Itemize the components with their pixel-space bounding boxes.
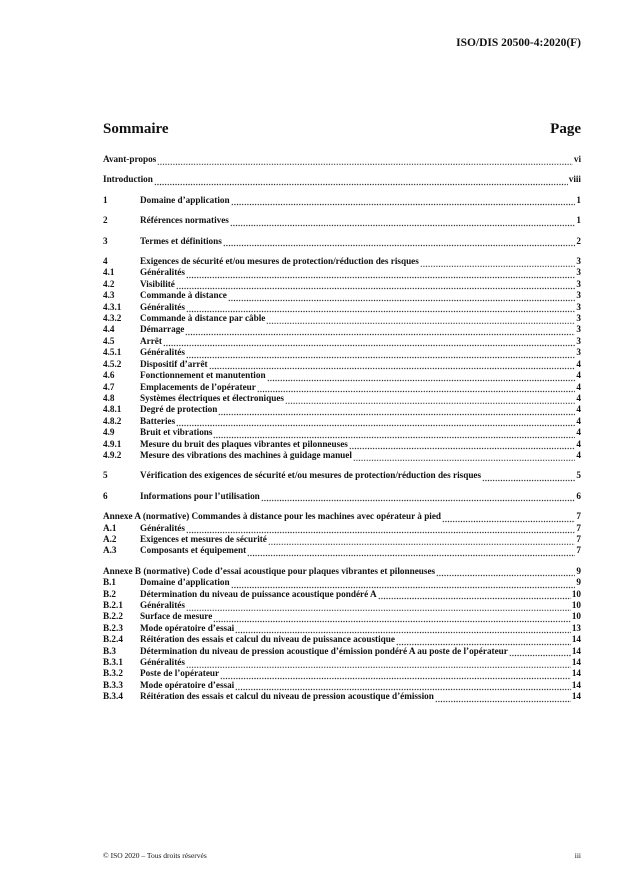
toc-entry-page: 7	[576, 511, 581, 522]
toc-entry-number: 4.7	[103, 381, 115, 392]
toc-entry-title: Surface de mesure	[140, 611, 213, 622]
toc-group	[103, 236, 581, 247]
toc-entry[interactable]	[103, 416, 581, 427]
toc-entry[interactable]	[103, 324, 581, 335]
dot-leader	[285, 393, 575, 404]
toc-entry-title: Mesure du bruit des plaques vibrantes et pilonneuses	[140, 438, 348, 449]
toc-entry-number: B.3.1	[103, 657, 123, 668]
toc-entry-title: Mesure des vibrations des machines à guidage manuel	[140, 449, 352, 460]
toc-entry-title: Composants et équipement	[140, 545, 247, 556]
toc-entry-page: 4	[576, 438, 581, 449]
toc-entry-title: Réitération des essais et calcul du niveau de puissance acoustique	[140, 634, 395, 645]
toc-entry-title: Degré de protection	[140, 404, 218, 415]
toc-entry-number: 4.3.2	[103, 313, 122, 324]
toc-entry[interactable]	[103, 600, 581, 611]
toc-entry-title: Vérification des exigences de sécurité et/ou mesures de protection/réduction des risques	[140, 470, 482, 481]
toc-entry-page: 3	[576, 324, 581, 335]
toc-entry[interactable]	[103, 370, 581, 381]
toc-entry-page: 5	[576, 470, 581, 481]
toc-entry[interactable]	[103, 534, 581, 545]
toc-entry-title: Mode opératoire d’essai	[140, 622, 235, 633]
toc-entry-page: 3	[576, 290, 581, 301]
toc-entry-number: 2	[103, 215, 108, 226]
toc-entry[interactable]	[103, 290, 581, 301]
dot-leader	[223, 236, 576, 247]
toc-entry-page: 10	[571, 611, 581, 622]
toc-entry[interactable]	[103, 470, 581, 481]
toc-entry-page: 2	[576, 235, 581, 246]
toc-group	[103, 566, 581, 703]
toc-entry-number: 4.1	[103, 267, 115, 278]
dot-leader	[230, 215, 576, 226]
toc-entry-title: Détermination du niveau de puissance acoustique pondéré A	[140, 588, 377, 599]
toc-entry-title: Visibilité	[140, 278, 175, 289]
dot-leader	[176, 416, 575, 427]
dot-leader	[349, 439, 576, 450]
toc-entry[interactable]	[103, 523, 581, 534]
toc-entry-title: Introduction	[103, 174, 153, 185]
dot-leader	[213, 611, 571, 622]
dot-leader	[509, 646, 571, 657]
toc-group	[103, 256, 581, 461]
toc-entry-title: Arrêt	[140, 335, 162, 346]
toc-entry-number: B.2.3	[103, 622, 123, 633]
toc-entry[interactable]	[103, 382, 581, 393]
toc-entry-number: B.3.2	[103, 668, 123, 679]
toc-entry-page: 10	[571, 600, 581, 610]
toc-entry[interactable]	[103, 347, 581, 358]
toc-entry[interactable]	[103, 623, 581, 634]
toc-group	[103, 154, 581, 165]
toc-entry[interactable]	[103, 439, 581, 450]
toc-entry-number: 4.4	[103, 324, 115, 335]
dot-leader	[266, 313, 575, 324]
toc-entry-page: 3	[576, 335, 581, 346]
toc-entry-number: 4.9.2	[103, 449, 122, 460]
toc-entry-page: 14	[571, 634, 581, 645]
document-id: ISO/DIS 20500-4:2020(F)	[456, 37, 581, 49]
toc-entry-number: 6	[103, 490, 108, 501]
dot-leader	[218, 404, 575, 415]
toc-entries	[103, 154, 581, 703]
toc-entry[interactable]	[103, 215, 581, 226]
dot-leader	[353, 450, 575, 461]
toc-entry[interactable]	[103, 313, 581, 324]
toc-entry-title: Emplacements de l’opérateur	[140, 381, 256, 392]
toc-entry-number: 4	[103, 256, 108, 267]
dot-leader	[186, 302, 576, 313]
copyright: © ISO 2020 – Tous droits réservés	[103, 851, 207, 860]
toc-entry-number: 4.5.1	[103, 347, 122, 358]
toc-entry-number: 1	[103, 194, 108, 205]
toc-entry-title: Mode opératoire d’essai	[140, 679, 235, 690]
toc-entry-page: 3	[576, 301, 581, 312]
dot-leader	[235, 623, 571, 634]
dot-leader	[185, 324, 575, 335]
dot-leader	[261, 491, 576, 502]
toc-entry[interactable]	[103, 657, 581, 668]
toc-group	[103, 511, 581, 557]
toc-group	[103, 491, 581, 502]
toc-entry-title: Avant-propos	[103, 154, 157, 164]
toc-entry-page: 14	[571, 668, 581, 679]
toc-entry-page: 7	[576, 533, 581, 544]
toc-entry-page: 4	[576, 404, 581, 415]
dot-leader	[396, 634, 571, 645]
toc-entry-page: 9	[576, 565, 581, 576]
toc-entry-title: Bruit et vibrations	[140, 427, 213, 438]
toc-entry-title: Termes et définitions	[140, 235, 222, 246]
toc-entry-title: Généralités	[140, 522, 185, 533]
toc-entry-page: 4	[576, 392, 581, 403]
toc-entry[interactable]	[103, 393, 581, 404]
toc-group	[103, 470, 581, 481]
toc-entry-page: 1	[576, 194, 581, 205]
dot-leader	[186, 600, 571, 611]
toc-entry[interactable]	[103, 589, 581, 600]
toc-entry[interactable]	[103, 256, 581, 267]
toc-entry[interactable]	[103, 566, 581, 577]
toc-entry-page: 4	[576, 381, 581, 392]
toc-entry-page: 3	[576, 313, 581, 324]
toc-entry[interactable]	[103, 336, 581, 347]
toc-group	[103, 195, 581, 206]
toc-entry-title: Exigences de sécurité et/ou mesures de protection/réduction des risques	[140, 256, 419, 267]
toc-entry-title: Généralités	[140, 267, 185, 278]
toc-entry-number: B.3	[103, 645, 117, 656]
toc-entry-title: Références normatives	[140, 215, 229, 226]
dot-leader	[186, 347, 576, 358]
toc-entry-title: Annexe B (normative) Code d’essai acoustique pour plaques vibrantes et pilonneuses	[103, 565, 436, 576]
toc-entry-page: 14	[571, 679, 581, 690]
toc-entry-page: 3	[576, 278, 581, 289]
toc-entry-number: A.3	[103, 545, 117, 556]
toc-entry-page: 7	[576, 522, 581, 533]
dot-leader	[436, 566, 575, 577]
toc-entry[interactable]	[103, 236, 581, 247]
toc-entry-page: 3	[576, 256, 581, 267]
dot-leader	[442, 511, 575, 522]
toc-entry[interactable]	[103, 545, 581, 556]
toc-entry-page: 13	[571, 622, 581, 633]
toc-entry[interactable]	[103, 634, 581, 645]
toc-entry-number: A.2	[103, 533, 117, 544]
toc-entry[interactable]	[103, 279, 581, 290]
toc-group	[103, 174, 581, 185]
dot-leader	[420, 256, 576, 267]
toc-entry-title: Annexe A (normative) Commandes à distance pour les machines avec opérateur à pied	[103, 511, 442, 522]
toc-entry-number: 4.5	[103, 335, 115, 346]
toc-entry[interactable]	[103, 427, 581, 438]
toc-entry-page: 14	[571, 691, 581, 702]
dot-leader	[257, 382, 576, 393]
toc-entry-number: 4.8.2	[103, 415, 122, 426]
toc-entry-number: 4.3.1	[103, 301, 122, 312]
toc-entry-number: 4.9.1	[103, 438, 122, 449]
dot-leader	[268, 534, 576, 545]
toc-entry-title: Informations pour l’utilisation	[140, 490, 260, 501]
toc-entry[interactable]	[103, 577, 581, 588]
toc-entry-number: B.2	[103, 588, 117, 599]
toc-entry-title: Démarrage	[140, 324, 185, 335]
dot-leader	[247, 545, 575, 556]
page-number: iii	[574, 851, 581, 860]
toc-entry-title: Systèmes électriques et électroniques	[140, 392, 284, 403]
toc-entry[interactable]	[103, 154, 581, 165]
toc-entry-number: 4.3	[103, 290, 115, 301]
toc-entry-number: B.2.1	[103, 600, 123, 610]
toc-entry-page: 14	[571, 645, 581, 656]
toc-entry-title: Commande à distance par câble	[140, 313, 266, 324]
toc-entry-title: Fonctionnement et manutention	[140, 370, 266, 381]
dot-leader	[186, 657, 571, 668]
toc-entry-number: A.1	[103, 522, 117, 533]
toc-entry-title: Dispositif d’arrêt	[140, 358, 208, 369]
dot-leader	[157, 154, 573, 165]
dot-leader	[176, 279, 576, 290]
toc-entry-number: 3	[103, 235, 108, 246]
toc-entry-title: Généralités	[140, 301, 185, 312]
toc-entry[interactable]	[103, 511, 581, 522]
toc-title: Sommaire	[103, 121, 169, 137]
toc-entry[interactable]	[103, 668, 581, 679]
toc-entry-page: 4	[576, 415, 581, 426]
toc-entry-page: 4	[576, 427, 581, 438]
toc-entry[interactable]	[103, 359, 581, 370]
toc-entry-page: 7	[576, 545, 581, 556]
toc-entry-title: Détermination du niveau de pression acoustique d’émission pondéré A au poste de l’opérateur	[140, 645, 508, 656]
toc-entry-title: Généralités	[140, 657, 185, 668]
dot-leader	[267, 370, 576, 381]
dot-leader	[154, 174, 568, 185]
toc-entry-number: 4.2	[103, 278, 115, 289]
toc-entry-title: Domaine d’application	[140, 577, 230, 588]
toc-entry-number: 4.8.1	[103, 404, 122, 415]
toc-entry-page: 14	[571, 657, 581, 668]
toc-entry-page: 4	[576, 449, 581, 460]
dot-leader	[482, 470, 575, 481]
toc-entry-title: Poste de l’opérateur	[140, 668, 220, 679]
dot-leader	[163, 336, 575, 347]
toc-entry-page: 3	[576, 267, 581, 278]
dot-leader	[378, 589, 571, 600]
toc-entry-title: Généralités	[140, 600, 185, 610]
toc-entry[interactable]	[103, 195, 581, 206]
dot-leader	[435, 691, 571, 702]
table-of-contents	[103, 121, 581, 703]
toc-entry[interactable]	[103, 491, 581, 502]
toc-entry-number: B.3.4	[103, 691, 123, 702]
toc-entry-number: 5	[103, 470, 108, 481]
toc-entry-page: 1	[576, 215, 581, 226]
dot-leader	[209, 359, 576, 370]
toc-entry-page: 4	[576, 370, 581, 381]
toc-entry[interactable]	[103, 611, 581, 622]
toc-entry-title: Batteries	[140, 415, 176, 426]
toc-entry-title: Commande à distance	[140, 290, 227, 301]
toc-entry-page: 4	[576, 358, 581, 369]
toc-page-label: Page	[550, 121, 581, 137]
toc-entry-number: 4.8	[103, 392, 115, 403]
toc-entry-page: 9	[576, 577, 581, 588]
toc-entry-page: 10	[571, 588, 581, 599]
toc-entry-number: 4.9	[103, 427, 115, 438]
toc-entry[interactable]	[103, 302, 581, 313]
dot-leader	[231, 195, 576, 206]
toc-entry-title: Généralités	[140, 347, 185, 358]
toc-entry[interactable]	[103, 691, 581, 702]
dot-leader	[186, 267, 576, 278]
toc-entry-title: Réitération des essais et calcul du niveau de pression acoustique d’émission	[140, 691, 434, 702]
toc-group	[103, 215, 581, 226]
toc-entry-number: B.3.3	[103, 679, 123, 690]
toc-entry-number: 4.5.2	[103, 358, 122, 369]
toc-entry-page: 6	[576, 490, 581, 501]
toc-entry-title: Exigences et mesures de sécurité	[140, 533, 267, 544]
toc-entry-number: B.1	[103, 577, 117, 588]
page-footer	[103, 851, 581, 860]
toc-entry[interactable]	[103, 450, 581, 461]
toc-entry-number: B.2.2	[103, 611, 123, 622]
toc-entry[interactable]	[103, 404, 581, 415]
dot-leader	[228, 290, 576, 301]
toc-entry-page: 3	[576, 347, 581, 358]
toc-entry-page: viii	[568, 174, 581, 185]
toc-entry-page: vi	[573, 154, 581, 164]
toc-entry[interactable]	[103, 646, 581, 657]
dot-leader	[220, 668, 571, 679]
toc-entry-number: B.2.4	[103, 634, 123, 645]
dot-leader	[235, 680, 571, 691]
dot-leader	[231, 577, 576, 588]
dot-leader	[186, 523, 576, 534]
toc-entry[interactable]	[103, 680, 581, 691]
dot-leader	[213, 427, 575, 438]
toc-heading	[103, 121, 581, 138]
toc-entry[interactable]	[103, 174, 581, 185]
toc-entry-number: 4.6	[103, 370, 115, 381]
toc-entry-title: Domaine d’application	[140, 194, 230, 205]
toc-entry[interactable]	[103, 267, 581, 278]
